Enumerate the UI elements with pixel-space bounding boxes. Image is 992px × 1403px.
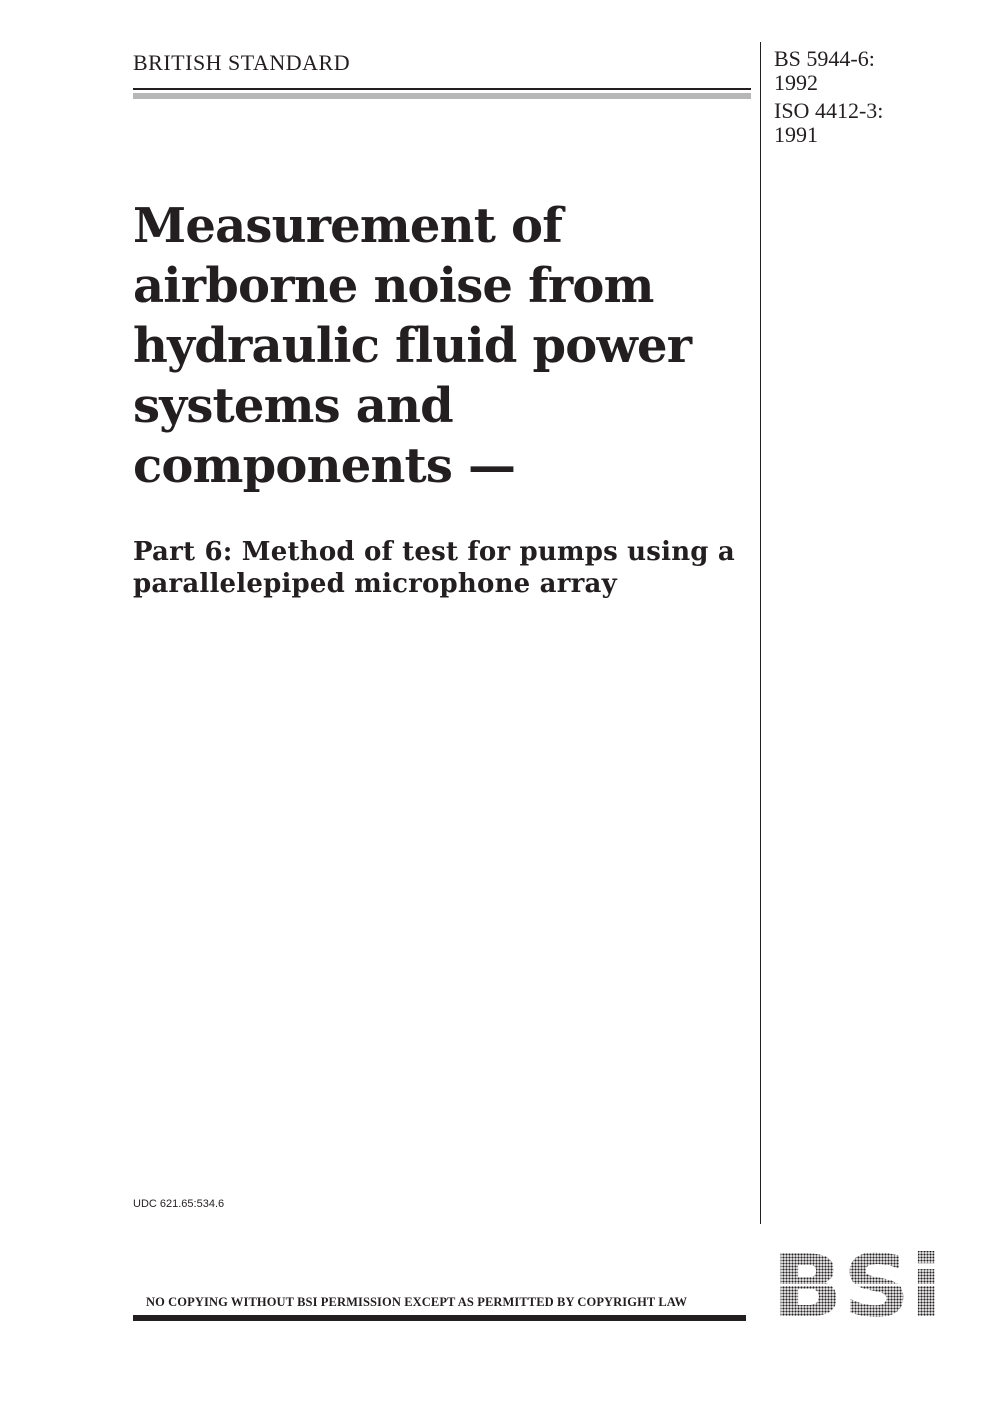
subtitle-line: Part 6: Method of test for pumps using a bbox=[133, 537, 735, 567]
bsi-logo-icon bbox=[770, 1244, 945, 1322]
title-line: systems and bbox=[133, 378, 453, 434]
title-line: airborne noise from bbox=[133, 258, 654, 314]
vertical-divider bbox=[760, 42, 761, 1224]
copyright-notice: NO COPYING WITHOUT BSI PERMISSION EXCEPT AS PERMITTED BY COPYRIGHT LAW bbox=[146, 1295, 688, 1309]
iso-year: 1991 bbox=[774, 122, 818, 147]
title-line: components — bbox=[133, 438, 516, 494]
iso-number: ISO 4412-3: bbox=[774, 98, 884, 123]
title-line: hydraulic fluid power bbox=[133, 318, 692, 374]
title-line: Measurement of bbox=[133, 198, 563, 254]
document-title bbox=[133, 196, 743, 496]
subtitle-line: parallelepiped microphone array bbox=[133, 569, 617, 599]
document-series-label: BRITISH STANDARD bbox=[133, 50, 351, 75]
header-rule bbox=[133, 88, 751, 90]
standard-numbers bbox=[774, 47, 883, 147]
footer-rule bbox=[133, 1315, 746, 1321]
bs-number: BS 5944-6: bbox=[774, 46, 875, 71]
udc-code: UDC 621.65:534.6 bbox=[133, 1198, 225, 1210]
header-grey-band bbox=[133, 93, 751, 99]
bs-year: 1992 bbox=[774, 70, 818, 95]
document-subtitle bbox=[133, 536, 753, 600]
